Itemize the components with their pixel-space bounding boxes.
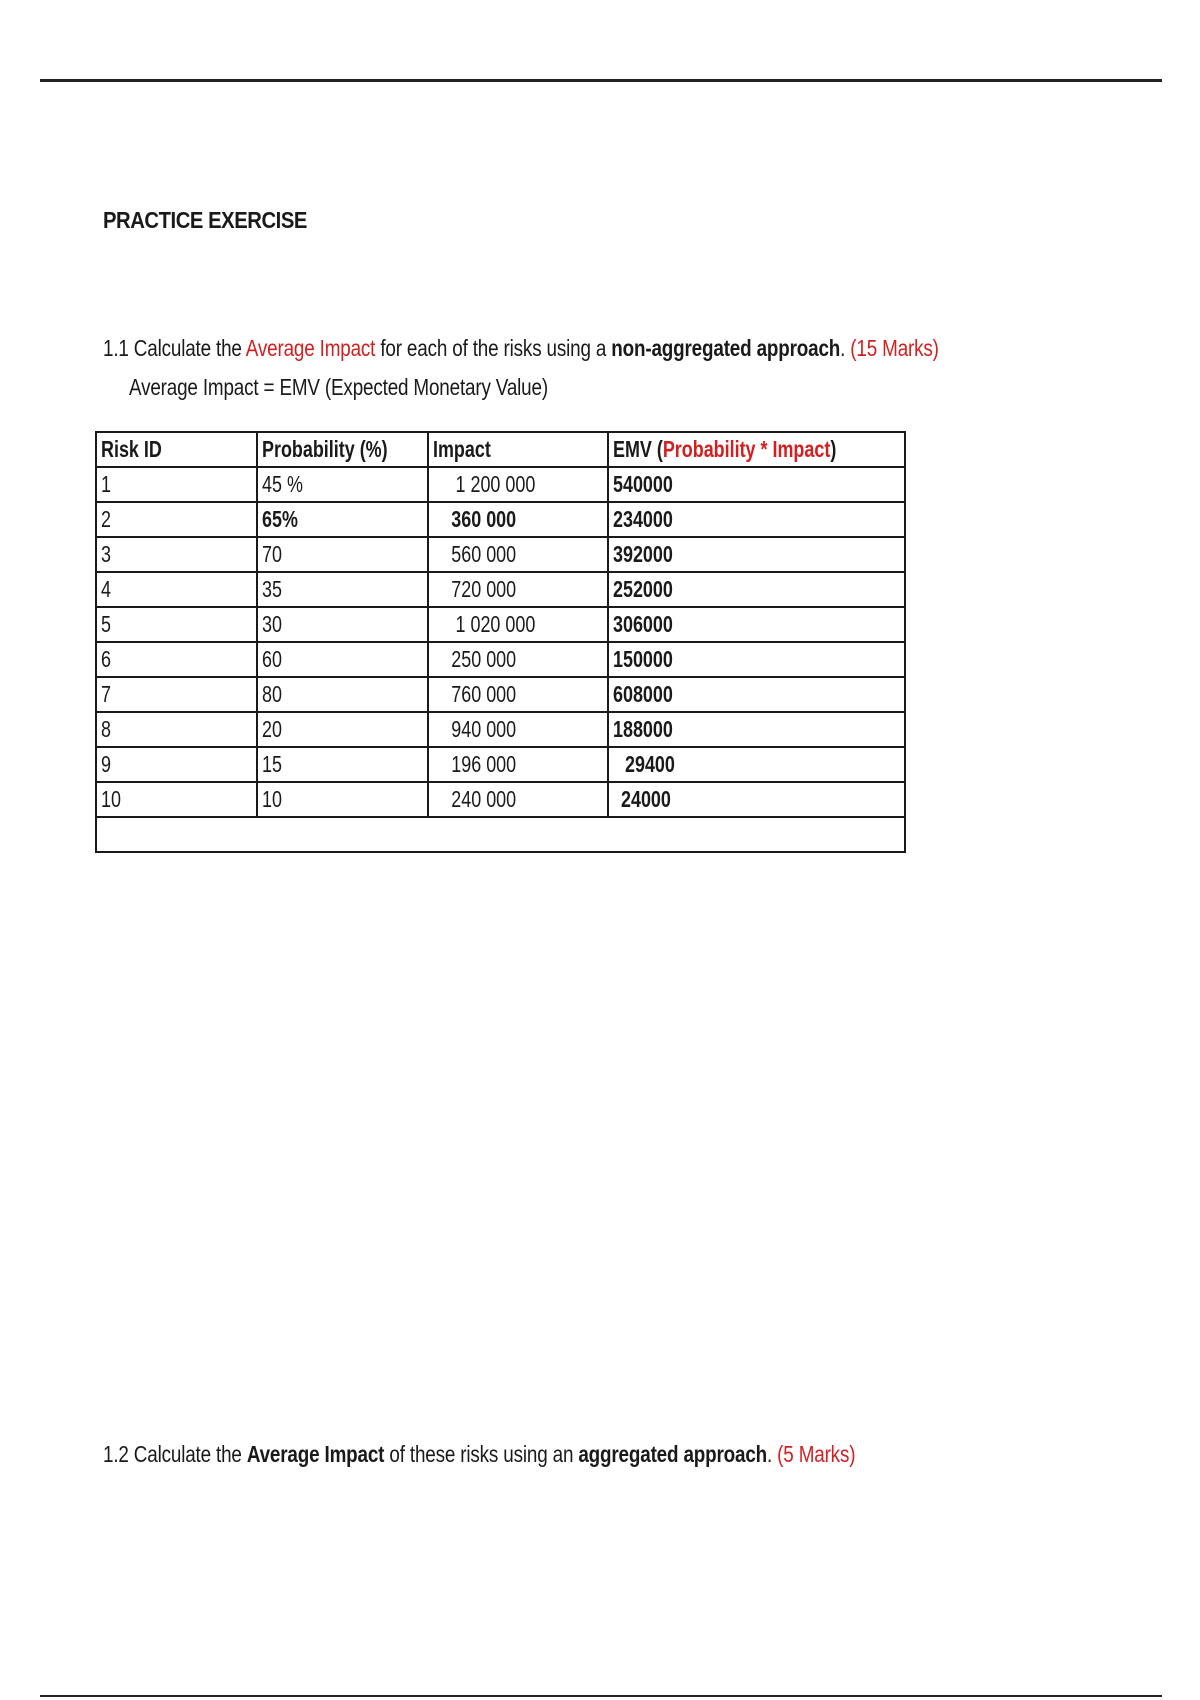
cell-emv: 540000 bbox=[608, 467, 904, 502]
cell-risk-id: 7 bbox=[96, 677, 257, 712]
q12-end: . bbox=[767, 1441, 778, 1467]
table-row bbox=[96, 537, 905, 572]
cell-impact: 250 000 bbox=[428, 642, 608, 677]
page-heading: PRACTICE EXERCISE bbox=[103, 207, 307, 233]
cell-empty bbox=[96, 817, 905, 852]
q11-end: . bbox=[840, 335, 851, 361]
header-probability: Probability (%) bbox=[257, 432, 428, 467]
cell-probability: 65% bbox=[257, 502, 428, 537]
cell-probability: 20 bbox=[257, 712, 428, 747]
cell-impact: 560 000 bbox=[428, 537, 608, 572]
table-row bbox=[96, 607, 905, 642]
cell-emv: 608000 bbox=[608, 677, 904, 712]
q11-prefix: 1.1 Calculate the bbox=[103, 335, 246, 361]
q12-term: Average Impact bbox=[246, 1441, 385, 1467]
q11-formula: Average Impact = EMV (Expected Monetary Value) bbox=[129, 374, 548, 400]
q12-marks: (5 Marks) bbox=[777, 1441, 856, 1467]
question-1-2 bbox=[103, 1441, 855, 1468]
table-row bbox=[96, 642, 905, 677]
table-row bbox=[96, 467, 905, 502]
cell-emv: 252000 bbox=[608, 572, 904, 607]
q12-mid: of these risks using an bbox=[384, 1441, 579, 1467]
cell-emv: 24000 bbox=[608, 782, 904, 817]
q11-term: Average Impact bbox=[245, 335, 376, 361]
cell-probability: 35 bbox=[257, 572, 428, 607]
bottom-rule bbox=[40, 1695, 1162, 1697]
cell-probability: 80 bbox=[257, 677, 428, 712]
table-row bbox=[96, 747, 905, 782]
cell-impact: 720 000 bbox=[428, 572, 608, 607]
q11-mid: for each of the risks using a bbox=[375, 335, 612, 361]
risk-table bbox=[95, 431, 906, 853]
cell-emv: 150000 bbox=[608, 642, 904, 677]
cell-probability: 70 bbox=[257, 537, 428, 572]
cell-risk-id: 4 bbox=[96, 572, 257, 607]
header-emv: EMV (Probability * Impact) bbox=[608, 432, 904, 467]
cell-impact: 940 000 bbox=[428, 712, 608, 747]
cell-risk-id: 10 bbox=[96, 782, 257, 817]
cell-emv: 306000 bbox=[608, 607, 904, 642]
cell-impact: 240 000 bbox=[428, 782, 608, 817]
q12-prefix: 1.2 Calculate the bbox=[103, 1441, 247, 1467]
cell-risk-id: 3 bbox=[96, 537, 257, 572]
cell-probability: 45 % bbox=[257, 467, 428, 502]
cell-emv: 234000 bbox=[608, 502, 904, 537]
cell-probability: 10 bbox=[257, 782, 428, 817]
table-row bbox=[96, 782, 905, 817]
header-risk-id: Risk ID bbox=[96, 432, 257, 467]
cell-emv: 29400 bbox=[608, 747, 904, 782]
cell-impact: 760 000 bbox=[428, 677, 608, 712]
header-impact: Impact bbox=[428, 432, 608, 467]
q12-approach: aggregated approach bbox=[578, 1441, 768, 1467]
cell-impact: 196 000 bbox=[428, 747, 608, 782]
q11-marks: (15 Marks) bbox=[850, 335, 939, 361]
cell-probability: 30 bbox=[257, 607, 428, 642]
table-empty-row bbox=[96, 817, 905, 852]
cell-risk-id: 9 bbox=[96, 747, 257, 782]
cell-emv: 392000 bbox=[608, 537, 904, 572]
cell-probability: 15 bbox=[257, 747, 428, 782]
table-row bbox=[96, 572, 905, 607]
question-1-1 bbox=[103, 335, 939, 362]
cell-probability: 60 bbox=[257, 642, 428, 677]
table-row bbox=[96, 712, 905, 747]
cell-emv: 188000 bbox=[608, 712, 904, 747]
cell-impact: 1 200 000 bbox=[428, 467, 608, 502]
cell-impact: 360 000 bbox=[428, 502, 608, 537]
cell-risk-id: 1 bbox=[96, 467, 257, 502]
table-row bbox=[96, 502, 905, 537]
cell-risk-id: 6 bbox=[96, 642, 257, 677]
table-row bbox=[96, 677, 905, 712]
top-rule bbox=[40, 79, 1162, 82]
table-header-row bbox=[96, 432, 905, 467]
cell-risk-id: 5 bbox=[96, 607, 257, 642]
cell-risk-id: 2 bbox=[96, 502, 257, 537]
q11-approach: non-aggregated approach bbox=[611, 335, 841, 361]
cell-impact: 1 020 000 bbox=[428, 607, 608, 642]
cell-risk-id: 8 bbox=[96, 712, 257, 747]
